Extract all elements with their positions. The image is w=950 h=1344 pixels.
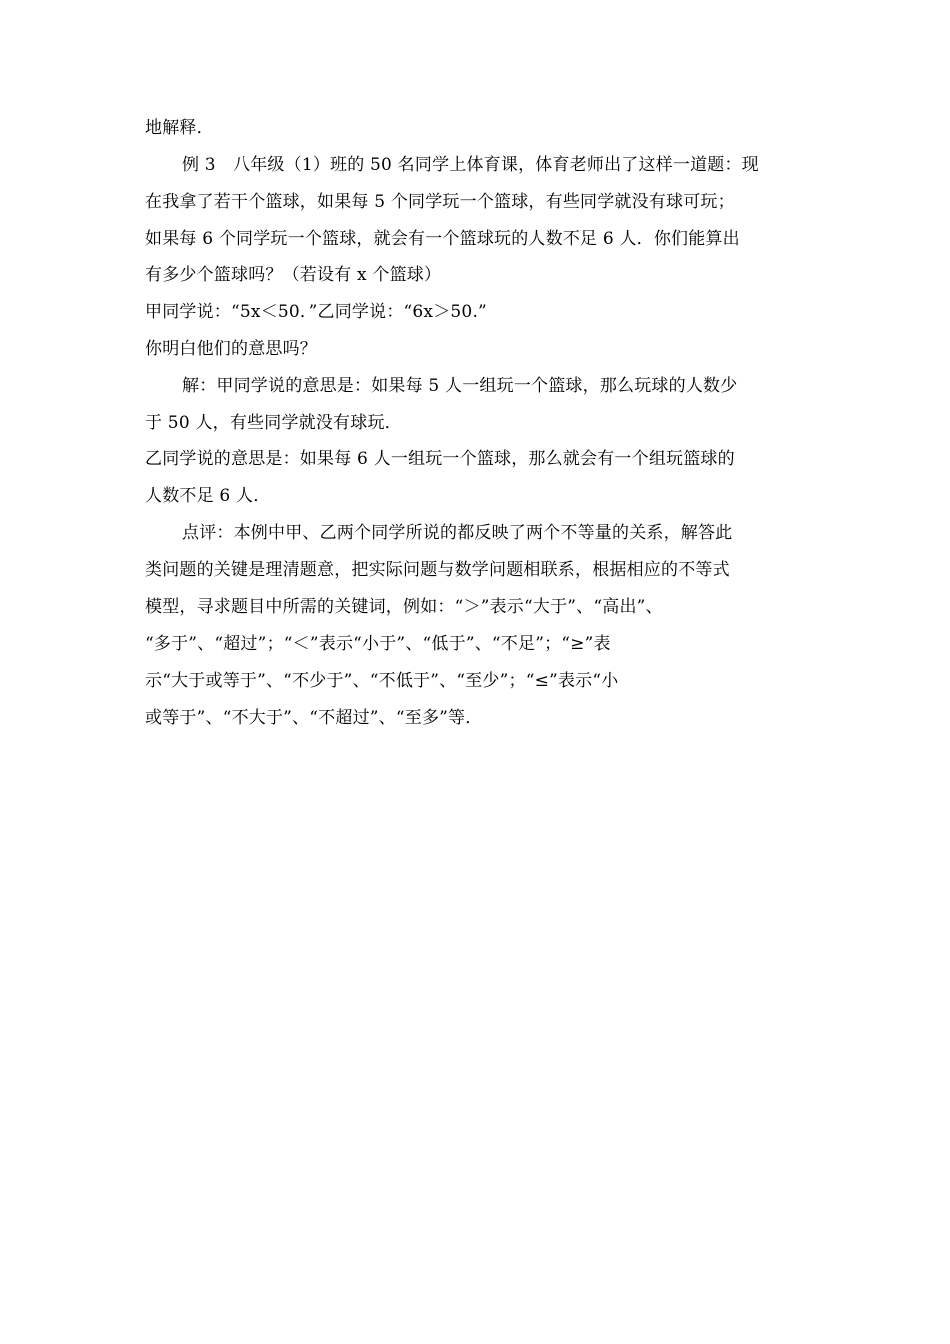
comment-line-1: 点评：本例中甲、乙两个同学所说的都反映了两个不等量的关系，解答此 (182, 523, 733, 543)
comment-line-3: 模型，寻求题目中所需的关键词，例如：“＞”表示“大于”、“高出”、 (145, 597, 663, 617)
comment-line-2: 类问题的关键是理清题意，把实际问题与数学问题相联系，根据相应的不等式 (145, 560, 730, 580)
comment-line-5: 示“大于或等于”、“不少于”、“不低于”、“至少”；“≤”表示“小 (145, 671, 619, 691)
comment-line-4: “多于”、“超过”；“＜”表示“小于”、“低于”、“不足”；“≥”表 (145, 634, 611, 654)
student-statements-line: 甲同学说：“5x＜50．”乙同学说：“6x＞50.” (145, 302, 487, 322)
comment-line-6: 或等于”、“不大于”、“不超过”、“至多”等． (145, 708, 483, 728)
solution-line-1: 解：甲同学说的意思是：如果每 5 人一组玩一个篮球，那么玩球的人数少 (182, 376, 738, 396)
text-line-3: 在我拿了若干个篮球，如果每 5 个同学玩一个篮球，有些同学就没有球可玩； (145, 192, 735, 212)
example-3-heading-line: 例 3 八年级（1）班的 50 名同学上体育课，体育老师出了这样一道题：现 (182, 155, 759, 175)
text-line-4: 如果每 6 个同学玩一个篮球，就会有一个篮球玩的人数不足 6 人．你们能算出 (145, 229, 740, 249)
text-line-1: 地解释． (145, 118, 214, 138)
text-line-5: 有多少个篮球吗？（若设有 x 个篮球） (145, 265, 442, 285)
question-line: 你明白他们的意思吗？ (145, 339, 317, 359)
solution-line-2: 于 50 人，有些同学就没有球玩． (145, 413, 402, 433)
solution-line-3: 乙同学说的意思是：如果每 6 人一组玩一个篮球，那么就会有一个组玩篮球的 (145, 449, 735, 469)
solution-line-4: 人数不足 6 人． (145, 486, 271, 506)
